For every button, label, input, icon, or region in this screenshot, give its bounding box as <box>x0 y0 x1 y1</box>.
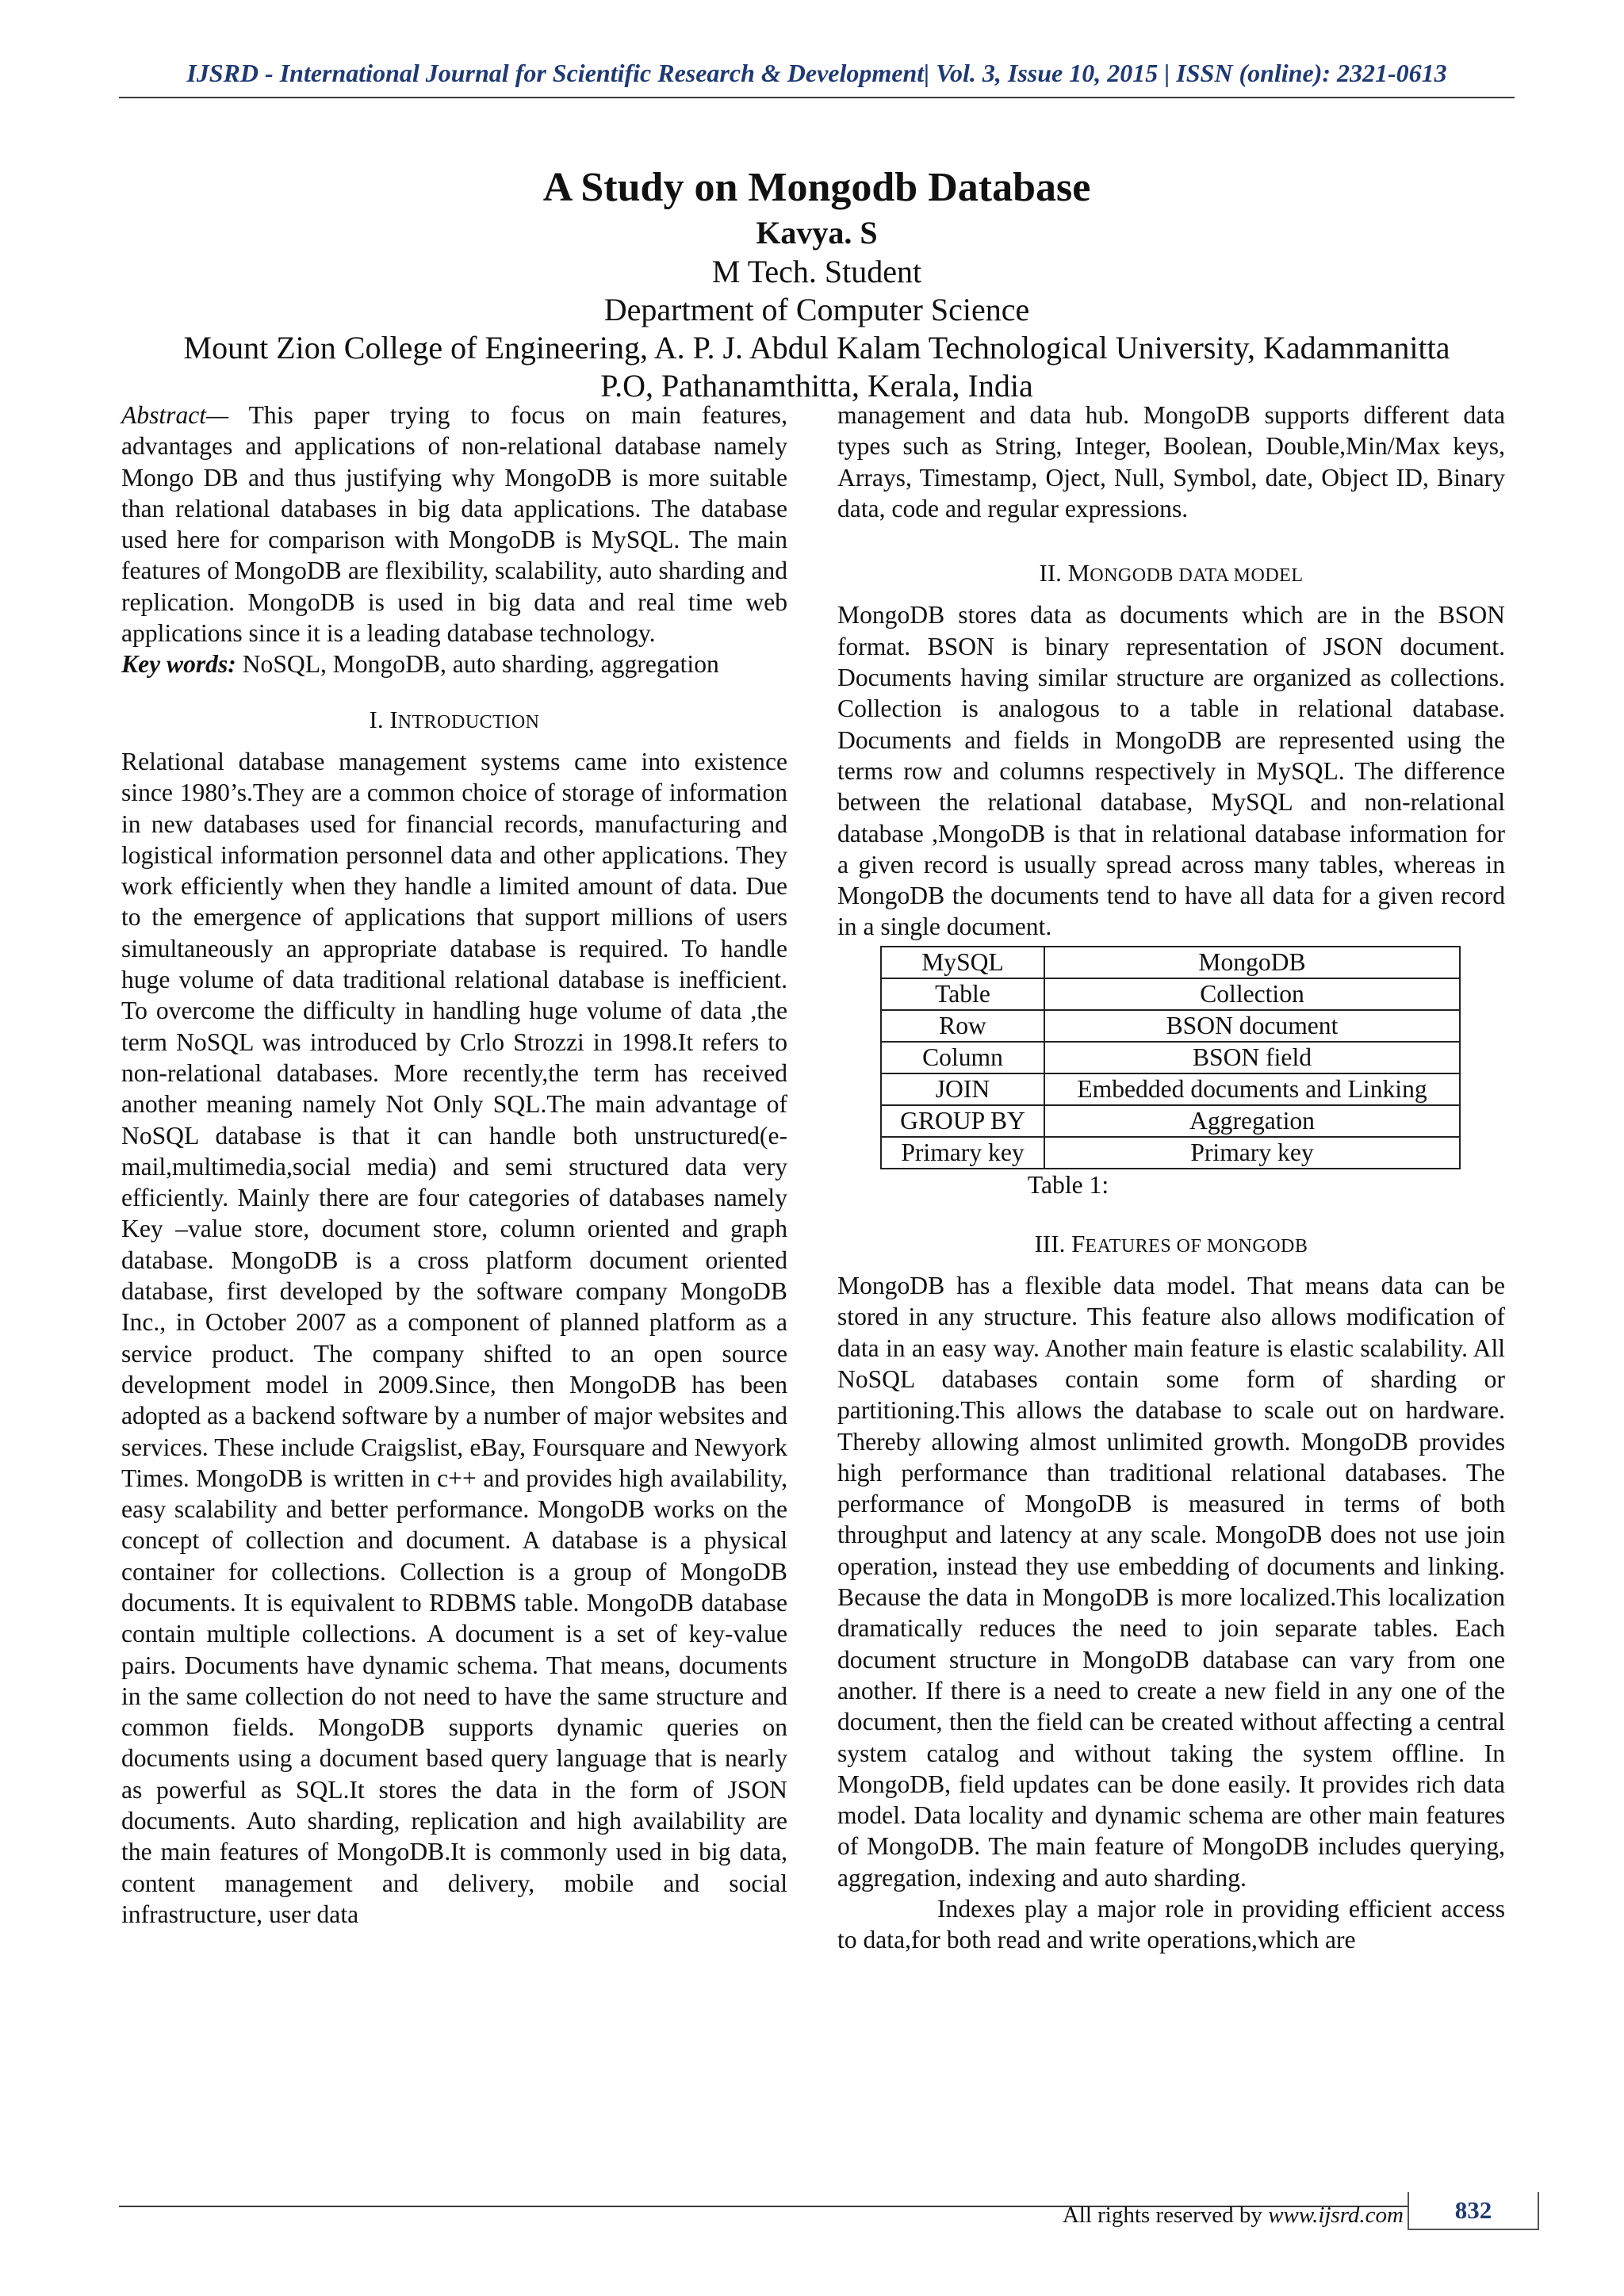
abstract-text: This paper trying to focus on main features, advantages and applications of non-relational database namely Mongo DB and thus justifying why MongoDB is more suitable than relational databases in big data applications. The database used here for comparison with MongoDB is MySQL. The main features of MongoDB are flexibility, scalability, auto sharding and replication. MongoDB is used in big data and real time web applications since it is a leading database technology. <box>121 401 787 648</box>
table-row: Column BSON field <box>881 1042 1460 1073</box>
abstract <box>121 400 787 649</box>
section-heading-features: III. FEATURES OF MONGODB <box>1034 1229 1308 1257</box>
section-heading-data-model: II. MONGODB DATA MODEL <box>1039 559 1304 587</box>
keywords-label: Key words: <box>121 650 236 679</box>
footer-rights: All rights reserved by www.ijsrd.com <box>1062 2202 1404 2228</box>
table-row: GROUP BY Aggregation <box>881 1105 1460 1137</box>
affiliation-line: Mount Zion College of Engineering, A. P. J. Abdul Kalam Technological University, Kadammanitta <box>183 330 1450 365</box>
page-number: 832 <box>1408 2192 1539 2230</box>
section-heading-introduction: I. INTRODUCTION <box>369 705 540 733</box>
table-row: JOIN Embedded documents and Linking <box>881 1073 1460 1105</box>
introduction-continuation: management and data hub. MongoDB supports different data types such as String, Integer, Boolean, Double,Min/Max keys, Arrays, Timestamp, Oject, Null, Symbol, date, Object ID, Binary data, code and regular expressions. <box>837 401 1505 522</box>
right-column <box>837 400 1505 1956</box>
running-head: IJSRD - International Journal for Scientific Research & Development| Vol. 3, Issue 10, 2015 | ISSN (online): 2321-0613 <box>186 59 1447 87</box>
comparison-table <box>880 946 1461 1169</box>
affiliation-line: Department of Computer Science <box>603 292 1030 327</box>
keywords-text: NoSQL, MongoDB, auto sharding, aggregation <box>242 650 719 679</box>
affiliation-line: P.O, Pathanamthitta, Kerala, India <box>600 368 1033 404</box>
table-row: Primary key Primary key <box>881 1137 1460 1169</box>
author-name: Kavya. S <box>756 215 878 251</box>
abstract-label: Abstract— <box>121 401 229 429</box>
table-caption: Table 1: <box>1027 1170 1109 1199</box>
paper-title: A Study on Mongodb Database <box>542 165 1091 210</box>
footer-site-link[interactable]: www.ijsrd.com <box>1268 2202 1404 2228</box>
features-body: MongoDB has a flexible data model. That means data can be stored in any structure. This feature also allows modification of data in an easy way. Another main feature is elastic scalability. All NoSQL databases contain some form of sharding or partitioning.This allows the database to scale out on hardware. Thereby allowing almost unlimited growth. MongoDB provides high performance than traditional relational databases. The performance of MongoDB is measured in terms of both throughput and latency at any scale. MongoDB does not use join operation, instead they use embedding of documents and linking. Because the data in MongoDB is more localized.This localization dramatically reduces the need to join separate tables. Each document structure in MongoDB database can vary from one another. If there is a need to create a new field in any one of the document, then the field can be created without affecting a central system catalog and without taking the system offline. In MongoDB, field updates can be done easily. It provides rich data model. Data locality and dynamic schema are other main features of MongoDB. The main feature of MongoDB includes querying, aggregation, indexing and auto sharding. <box>837 1272 1505 1892</box>
title-block <box>119 163 1515 405</box>
header-rule <box>119 97 1515 98</box>
affiliation-line: M Tech. Student <box>711 254 922 289</box>
table-row: Row BSON document <box>881 1010 1460 1042</box>
left-column <box>121 400 787 1930</box>
table-row: Table Collection <box>881 978 1460 1010</box>
keywords <box>121 649 787 679</box>
introduction-body: Relational database management systems came into existence since 1980’s.They are a common choice of storage of information in new databases used for financial records, manufacturing and logistical information personnel data and other applications. They work efficiently when they handle a limited amount of data. Due to the emergence of applications that support millions of users simultaneously an appropriate database is required. To handle huge volume of data traditional relational database is inefficient. To overcome the difficulty in handling huge volume of data ,the term NoSQL was introduced by Crlo Strozzi in 1998.It refers to non-relational databases. More recently,the term has received another meaning namely Not Only SQL.The main advantage of NoSQL database is that it can handle both unstructured(e-mail,multimedia,social media) and semi structured data very efficiently. Mainly there are four categories of databases namely Key –value store, document store, column oriented and graph database. MongoDB is a cross platform document oriented database, first developed by the software company MongoDB Inc., in October 2007 as a component of planned platform as a service product. The company shifted to an open source development model in 2009.Since, then MongoDB has been adopted as a backend software by a number of major websites and services. These include Craigslist, eBay, Foursquare and Newyork Times. MongoDB is written in c++ and provides high availability, easy scalability and better performance. MongoDB works on the concept of collection and document. A database is a physical container for collections. Collection is a group of MongoDB documents. It is equivalent to RDBMS table. MongoDB database contain multiple collections. A document is a set of key-value pairs. Documents have dynamic schema. That means, documents in the same collection do not need to have the same structure and common fields. MongoDB supports dynamic queries on documents using a document based query language that is nearly as powerful as SQL.It stores the data in the form of JSON documents. Auto sharding, replication and high availability are the main features of MongoDB.It is commonly used in big data, content management and delivery, mobile and social infrastructure, user data <box>121 747 787 1928</box>
table-row: MySQL MongoDB <box>881 947 1460 978</box>
features-body-indexes: Indexes play a major role in providing efficient access to data,for both read and write operations,which are <box>837 1894 1505 1954</box>
data-model-body: MongoDB stores data as documents which are in the BSON format. BSON is binary representation of JSON document. Documents having similar structure are organized as collections. Collection is analogous to a table in relational database. Documents and fields in MongoDB are represented using the terms row and columns respectively in MySQL. The difference between the relational database, MySQL and non-relational database ,MongoDB is that in relational database information for a given record is usually spread across many tables, whereas in MongoDB the documents tend to have all data for a given record in a single document. <box>837 601 1505 941</box>
